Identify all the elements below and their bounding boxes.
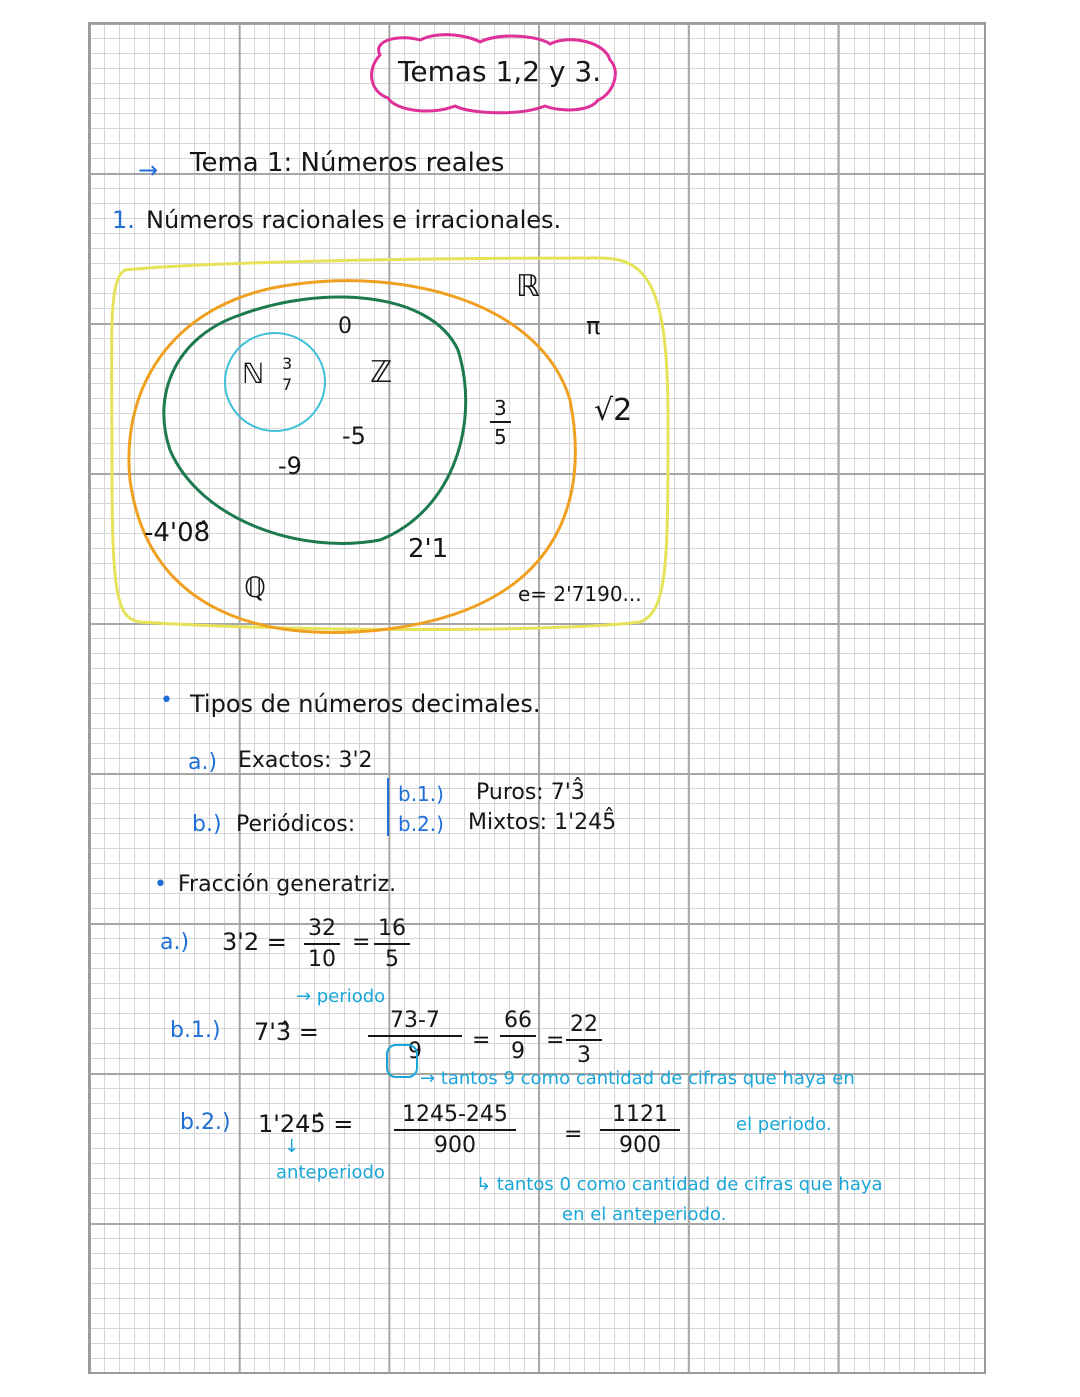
fraction-b2-den2: 900: [619, 1133, 661, 1158]
decimals-b2-label: b.2.): [398, 812, 444, 836]
n-fraction: [278, 356, 296, 393]
fraction-a-equals: =: [352, 930, 371, 955]
fraction-b2-num1: 1245-245: [394, 1104, 516, 1131]
fraction-b2-lhs: 1'245̂ =: [258, 1110, 354, 1138]
fraction-b2-num2: 1121: [600, 1104, 680, 1131]
fraction-a-first: [304, 918, 340, 971]
three-fifths-den: 5: [494, 425, 507, 449]
fraction-b1-equals1: =: [472, 1028, 491, 1053]
n-fraction-num: 3: [282, 354, 293, 373]
n-fraction-den: 7: [282, 375, 293, 394]
decimals-heading: Tipos de números decimales.: [190, 690, 541, 718]
anteperiodo-label: anteperiodo: [276, 1162, 385, 1183]
periodo-note: → periodo: [296, 986, 386, 1007]
fraction-b2-den1: 900: [433, 1133, 476, 1158]
decimals-a-label: a.): [188, 750, 218, 775]
nine-note-line1: → tantos 9 como cantidad de cifras que haya en: [420, 1068, 855, 1089]
fraction-b1-num2: 66: [500, 1010, 536, 1037]
subheading-text: Números racionales e irracionales.: [146, 206, 562, 234]
set-N-symbol: ℕ: [242, 357, 265, 390]
fraction-a-den2: 5: [385, 947, 399, 972]
page-title: Temas 1,2 y 3.: [398, 55, 602, 88]
decimals-b1-label: b.1.): [398, 782, 444, 806]
zero-note-line2: en el anteperiodo.: [562, 1204, 727, 1225]
fraction-b1-lhs: 7'3̂ =: [254, 1018, 319, 1046]
fraction-a-num1: 32: [304, 918, 340, 945]
fraction-b2-equals: =: [564, 1122, 583, 1147]
fraction-b1-den2: 9: [511, 1039, 525, 1064]
two-one-value: 2'1: [408, 534, 449, 564]
sqrt2-value: √2: [594, 393, 633, 428]
fraction-a-label: a.): [160, 930, 190, 955]
nine-circle-highlight: [386, 1044, 418, 1078]
naturals-outline: [224, 332, 326, 432]
fraction-bullet: •: [154, 872, 167, 897]
fraction-a-lhs: 3'2 =: [222, 928, 287, 956]
fraction-a-den1: 10: [308, 947, 336, 972]
subheading-number: 1.: [112, 206, 135, 234]
nine-note-line2: el periodo.: [736, 1114, 832, 1135]
fraction-b1-num1: 73-7: [368, 1010, 462, 1037]
minus5-value: -5: [342, 422, 366, 450]
set-Z-symbol: ℤ: [370, 355, 393, 390]
fraction-b2-second: [600, 1104, 680, 1157]
fraction-b1-third: [566, 1014, 602, 1067]
fraction-b2-label: b.2.): [180, 1110, 231, 1135]
set-Q-symbol: ℚ: [244, 571, 267, 604]
three-fifths-num: 3: [490, 398, 511, 423]
anteperiodo-arrow-icon: ↓: [284, 1136, 300, 1157]
fraction-b1-den3: 3: [577, 1043, 591, 1068]
decimals-b1-text: Puros: 7'3̂: [476, 780, 585, 805]
fraction-b1-num3: 22: [566, 1014, 602, 1041]
decimals-bullet: •: [160, 688, 173, 713]
minus9-value: -9: [278, 452, 302, 480]
decimals-b-text: Periódicos:: [236, 812, 356, 837]
decimals-b-label: b.): [192, 812, 222, 837]
e-value: e= 2'7190...: [518, 582, 642, 606]
decimals-b2-text: Mixtos: 1'245̂: [468, 810, 617, 835]
fraction-a-second: [374, 918, 410, 971]
three-fifths-fraction: [490, 398, 511, 447]
fraction-a-num2: 16: [374, 918, 410, 945]
fraction-b2-first: [394, 1104, 516, 1157]
section-heading: Tema 1: Números reales: [190, 148, 505, 178]
fraction-b1-den1: 9: [407, 1039, 422, 1064]
minus-408-value: -4'08̂: [144, 518, 211, 548]
set-R-symbol: ℝ: [516, 269, 540, 304]
decimals-a-text: Exactos: 3'2: [238, 748, 373, 773]
pi-value: π: [586, 312, 601, 340]
fraction-b1-second: [500, 1010, 536, 1063]
zero-note-line1: ↳ tantos 0 como cantidad de cifras que haya: [476, 1174, 883, 1195]
fraction-heading: Fracción generatriz.: [178, 872, 397, 897]
section-arrow-icon: →: [138, 156, 159, 184]
fraction-b1-label: b.1.): [170, 1018, 221, 1043]
fraction-b1-equals2: =: [546, 1028, 565, 1053]
zero-value: 0: [338, 314, 352, 339]
